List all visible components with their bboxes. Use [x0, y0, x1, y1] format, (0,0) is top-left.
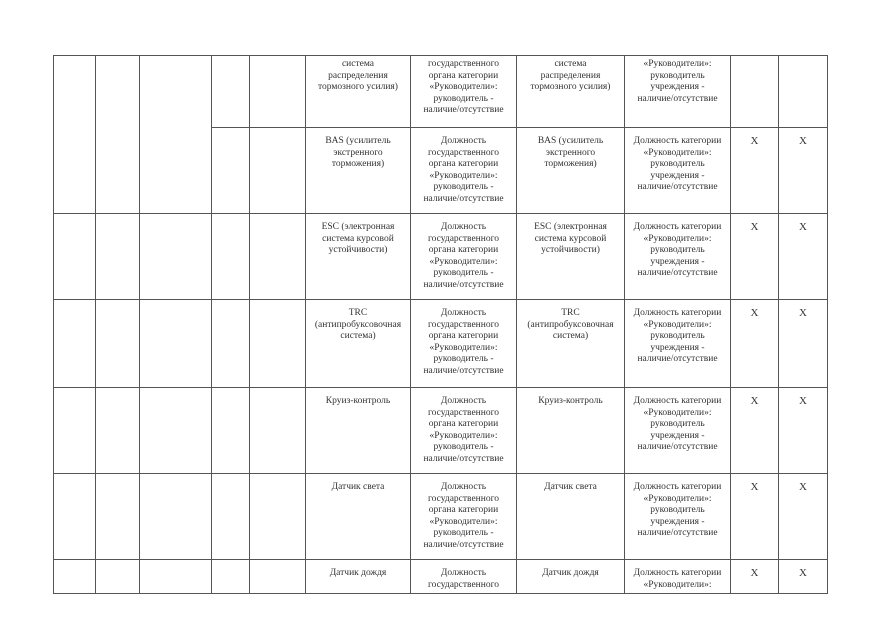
empty-cell [96, 214, 140, 300]
position-cell: Должность государственного [411, 560, 517, 594]
empty-cell [140, 560, 212, 594]
mark-cell: X [731, 474, 779, 560]
empty-cell [250, 56, 306, 128]
position-cell: Должность государственного органа категории «Руководители»: руководитель - наличие/отсутствие [411, 214, 517, 300]
feature-cell: BAS (усилитель экстренного торможения) [306, 128, 411, 214]
position-cell: «Руководители»: руководитель учреждения - наличие/отсутствие [625, 56, 731, 128]
empty-cell [212, 56, 250, 128]
feature-cell: BAS (усилитель экстренного торможения) [517, 128, 625, 214]
mark-cell: X [731, 214, 779, 300]
mark-cell: X [731, 300, 779, 388]
mark-cell: X [779, 474, 828, 560]
mark-cell: X [731, 128, 779, 214]
empty-cell [212, 560, 250, 594]
mark-cell: X [779, 214, 828, 300]
table-row [54, 56, 828, 128]
empty-cell [140, 300, 212, 388]
empty-cell [54, 560, 96, 594]
feature-cell: система распределения тормозного усилия) [306, 56, 411, 128]
empty-cell [54, 474, 96, 560]
feature-cell: ESC (электронная система курсовой устойчивости) [517, 214, 625, 300]
empty-cell [250, 388, 306, 474]
mark-cell: X [731, 560, 779, 594]
feature-cell: ESC (электронная система курсовой устойчивости) [306, 214, 411, 300]
empty-cell [54, 214, 96, 300]
empty-cell [250, 300, 306, 388]
empty-cell [140, 474, 212, 560]
mark-cell [779, 56, 828, 128]
empty-cell [250, 560, 306, 594]
position-cell: Должность государственного органа категории «Руководители»: руководитель - наличие/отсутствие [411, 300, 517, 388]
empty-cell [140, 388, 212, 474]
feature-cell: Датчик света [517, 474, 625, 560]
empty-cell [250, 214, 306, 300]
mark-cell: X [779, 300, 828, 388]
mark-cell: X [779, 388, 828, 474]
empty-cell [250, 128, 306, 214]
empty-cell [96, 560, 140, 594]
mark-cell: X [731, 388, 779, 474]
table-row [54, 388, 828, 474]
empty-cell [212, 474, 250, 560]
feature-cell: Круиз-контроль [517, 388, 625, 474]
empty-cell [140, 214, 212, 300]
position-cell: Должность категории «Руководители»: руководитель учреждения - наличие/отсутствие [625, 214, 731, 300]
position-cell: Должность государственного органа категории «Руководители»: руководитель - наличие/отсутствие [411, 388, 517, 474]
feature-cell: Круиз-контроль [306, 388, 411, 474]
empty-cell [96, 56, 140, 214]
empty-cell [54, 300, 96, 388]
position-cell: Должность категории «Руководители»: руководитель учреждения - наличие/отсутствие [625, 128, 731, 214]
table-body [54, 56, 828, 594]
table-row [54, 300, 828, 388]
empty-cell [96, 474, 140, 560]
position-cell: Должность государственного органа категории «Руководители»: руководитель - наличие/отсутствие [411, 474, 517, 560]
position-cell: государственного органа категории «Руководители»: руководитель - наличие/отсутствие [411, 56, 517, 128]
position-cell: Должность категории «Руководители»: руководитель учреждения - наличие/отсутствие [625, 300, 731, 388]
empty-cell [96, 388, 140, 474]
empty-cell [212, 214, 250, 300]
feature-cell: TRC (антипробуксовочная система) [517, 300, 625, 388]
empty-cell [212, 128, 250, 214]
feature-cell: Датчик дождя [306, 560, 411, 594]
feature-cell: Датчик света [306, 474, 411, 560]
empty-cell [140, 56, 212, 214]
position-cell: Должность категории «Руководители»: руководитель учреждения - наличие/отсутствие [625, 388, 731, 474]
table-row [54, 214, 828, 300]
position-cell: Должность государственного органа категории «Руководители»: руководитель - наличие/отсутствие [411, 128, 517, 214]
table-row [54, 474, 828, 560]
table-row [54, 560, 828, 594]
mark-cell [731, 56, 779, 128]
specification-table [53, 55, 828, 594]
position-cell: Должность категории «Руководители»: руководитель учреждения - наличие/отсутствие [625, 474, 731, 560]
empty-cell [212, 300, 250, 388]
position-cell: Должность категории «Руководители»: [625, 560, 731, 594]
feature-cell: система распределения тормозного усилия) [517, 56, 625, 128]
mark-cell: X [779, 560, 828, 594]
empty-cell [96, 300, 140, 388]
feature-cell: TRC (антипробуксовочная система) [306, 300, 411, 388]
empty-cell [54, 388, 96, 474]
mark-cell: X [779, 128, 828, 214]
empty-cell [250, 474, 306, 560]
empty-cell [212, 388, 250, 474]
empty-cell [54, 56, 96, 214]
feature-cell: Датчик дождя [517, 560, 625, 594]
